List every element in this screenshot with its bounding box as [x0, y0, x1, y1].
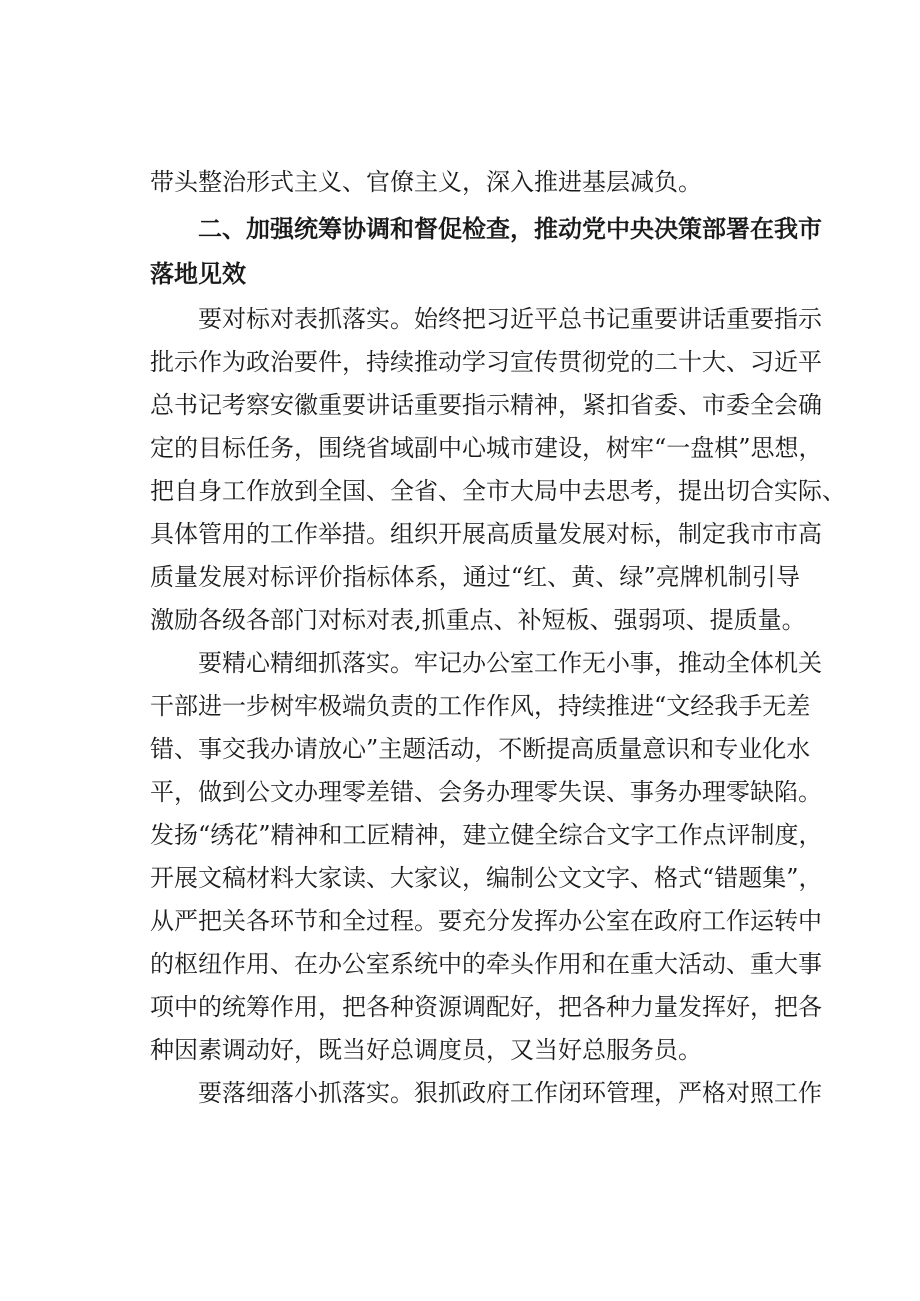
- paragraph-line: 要落细落小抓落实。狠抓政府工作闭环管理，严格对照工作: [198, 1079, 822, 1107]
- paragraph-line: 干部进一步树牢极端负责的工作作风，持续推进“文经我手无差: [150, 692, 811, 720]
- section-heading: 二、加强统筹协调和督促检查，推动党中央决策部署在我市: [198, 215, 822, 243]
- paragraph-line: 总书记考察安徽重要讲话重要指示精神，紧扣省委、市委全会确: [150, 391, 822, 419]
- paragraph-line: 具体管用的工作举措。组织开展高质量发展对标，制定我市市高: [150, 520, 822, 548]
- paragraph-line: 把自身工作放到全国、全省、全市大局中去思考，提出切合实际、: [150, 477, 846, 505]
- paragraph-line: 发扬“绣花”精神和工匠精神，建立健全综合文字工作点评制度，: [150, 821, 823, 849]
- paragraph-line: 从严把关各环节和全过程。要充分发挥办公室在政府工作运转中: [150, 907, 822, 935]
- paragraph-line: 激励各级各部门对标对表,抓重点、补短板、强弱项、提质量。: [150, 606, 806, 634]
- section-heading-continued: 落地见效: [150, 260, 246, 288]
- paragraph-line: 带头整治形式主义、官僚主义，深入推进基层减负。: [150, 168, 702, 196]
- paragraph-line: 批示作为政治要件，持续推动学习宣传贯彻党的二十大、习近平: [150, 348, 822, 376]
- paragraph-line: 平，做到公文办理零差错、会务办理零失误、事务办理零缺陷。: [150, 778, 822, 806]
- paragraph-line: 项中的统筹作用，把各种资源调配好，把各种力量发挥好，把各: [150, 993, 822, 1021]
- paragraph-line: 要精心精细抓落实。牢记办公室工作无小事，推动全体机关: [198, 649, 822, 677]
- paragraph-line: 要对标对表抓落实。始终把习近平总书记重要讲话重要指示: [198, 305, 822, 333]
- paragraph-line: 的枢纽作用、在办公室系统中的牵头作用和在重大活动、重大事: [150, 950, 822, 978]
- paragraph-line: 错、事交我办请放心”主题活动，不断提高质量意识和专业化水: [150, 735, 811, 763]
- paragraph-line: 种因素调动好，既当好总调度员，又当好总服务员。: [150, 1036, 702, 1064]
- paragraph-line: 定的目标任务，围绕省域副中心城市建设，树牢“一盘棋”思想，: [150, 434, 823, 462]
- paragraph-line: 质量发展对标评价指标体系，通过“红、黄、绿”亮牌机制引导: [150, 563, 800, 591]
- paragraph-line: 开展文稿材料大家读、大家议，编制公文文字、格式“错题集”，: [150, 864, 823, 892]
